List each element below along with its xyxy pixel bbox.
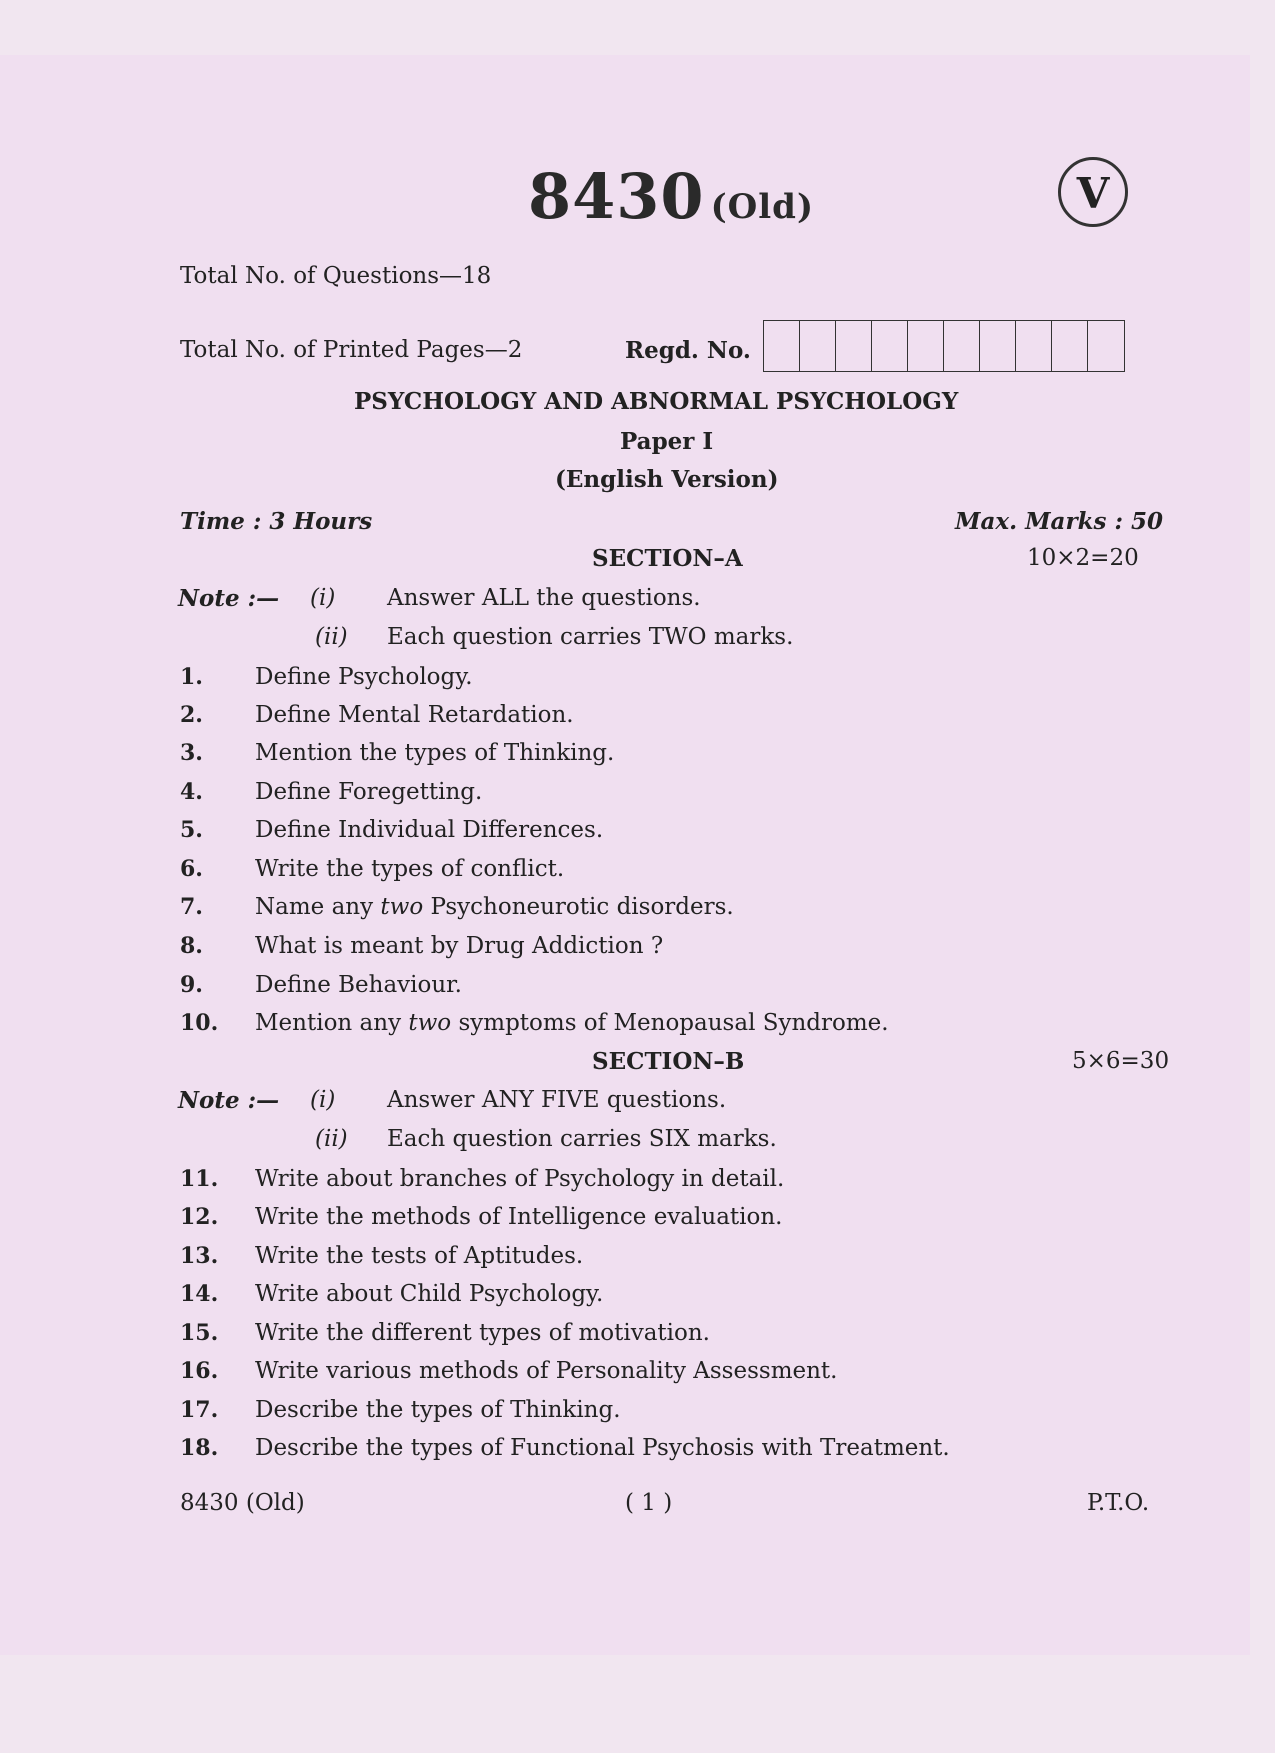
question-1-num: 1. — [180, 664, 203, 690]
subject-title: PSYCHOLOGY AND ABNORMAL PSYCHOLOGY — [354, 388, 959, 415]
question-2: Define Mental Retardation. — [255, 702, 574, 728]
question-1: Define Psychology. — [255, 664, 473, 690]
question-11: Write about branches of Psychology in detail. — [255, 1166, 785, 1192]
time-allowed: Time : 3 Hours — [180, 508, 373, 535]
paper-code: 8430 (Old) — [528, 160, 815, 233]
section-b-note-2: Each question carries SIX marks. — [387, 1126, 777, 1152]
question-4: Define Foregetting. — [255, 779, 483, 805]
question-6-num: 6. — [180, 856, 203, 882]
question-12: Write the methods of Intelligence evaluation. — [255, 1204, 783, 1230]
section-b-marks: 5×6=30 — [1072, 1048, 1170, 1074]
question-7: Name any two Psychoneurotic disorders. — [255, 894, 734, 920]
question-13-num: 13. — [180, 1243, 219, 1269]
section-a-marks: 10×2=20 — [1027, 545, 1139, 571]
question-3-num: 3. — [180, 740, 203, 766]
question-5: Define Individual Differences. — [255, 817, 604, 843]
question-14-num: 14. — [180, 1281, 219, 1307]
section-a-note-2-num: (ii) — [315, 624, 348, 650]
section-a-title: SECTION–A — [592, 545, 743, 572]
paper-code-suffix: (Old) — [710, 187, 815, 227]
question-12-num: 12. — [180, 1204, 219, 1230]
regd-number-boxes — [763, 320, 1125, 372]
section-b-title: SECTION–B — [592, 1048, 745, 1075]
question-8-num: 8. — [180, 933, 203, 959]
question-3: Mention the types of Thinking. — [255, 740, 615, 766]
section-b-note-label: Note :— — [178, 1087, 280, 1114]
question-18: Describe the types of Functional Psychosis with Treatment. — [255, 1435, 950, 1461]
question-8: What is meant by Drug Addiction ? — [255, 933, 664, 959]
regd-label: Regd. No. — [625, 337, 751, 364]
section-a-note-label: Note :— — [178, 585, 280, 612]
section-a-note-1: Answer ALL the questions. — [387, 585, 701, 611]
question-15-num: 15. — [180, 1320, 219, 1346]
question-2-num: 2. — [180, 702, 203, 728]
question-6: Write the types of conflict. — [255, 856, 565, 882]
max-marks: Max. Marks : 50 — [955, 508, 1163, 535]
question-10-num: 10. — [180, 1010, 219, 1036]
question-18-num: 18. — [180, 1435, 219, 1461]
page-number: ( 1 ) — [625, 1490, 673, 1516]
total-questions: Total No. of Questions—18 — [180, 263, 492, 289]
question-10: Mention any two symptoms of Menopausal Syndrome. — [255, 1010, 889, 1036]
pto-label: P.T.O. — [1087, 1490, 1150, 1516]
question-5-num: 5. — [180, 817, 203, 843]
question-13: Write the tests of Aptitudes. — [255, 1243, 584, 1269]
question-14: Write about Child Psychology. — [255, 1281, 604, 1307]
question-7-num: 7. — [180, 894, 203, 920]
question-16-num: 16. — [180, 1358, 219, 1384]
section-b-note-2-num: (ii) — [315, 1126, 348, 1152]
paper-number: Paper I — [620, 428, 714, 455]
question-15: Write the different types of motivation. — [255, 1320, 710, 1346]
question-11-num: 11. — [180, 1166, 219, 1192]
question-9-num: 9. — [180, 972, 203, 998]
printed-pages: Total No. of Printed Pages—2 — [180, 337, 523, 363]
question-17-num: 17. — [180, 1397, 219, 1423]
section-a-note-1-num: (i) — [310, 585, 336, 611]
question-4-num: 4. — [180, 779, 203, 805]
section-b-note-1: Answer ANY FIVE questions. — [387, 1087, 727, 1113]
footer-code: 8430 (Old) — [180, 1490, 305, 1516]
question-16: Write various methods of Personality Assessment. — [255, 1358, 838, 1384]
version-badge: V — [1058, 157, 1128, 227]
question-17: Describe the types of Thinking. — [255, 1397, 621, 1423]
question-9: Define Behaviour. — [255, 972, 462, 998]
section-a-note-2: Each question carries TWO marks. — [387, 624, 794, 650]
language-version: (English Version) — [555, 466, 779, 493]
section-b-note-1-num: (i) — [310, 1087, 336, 1113]
